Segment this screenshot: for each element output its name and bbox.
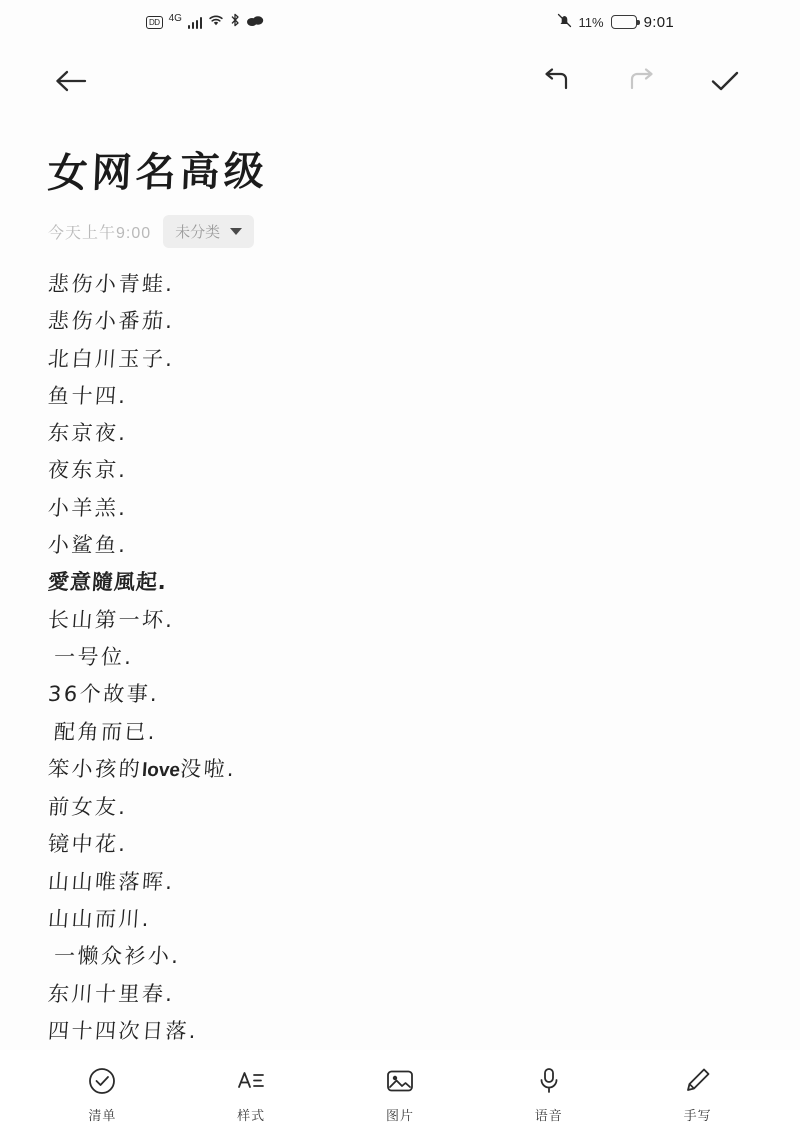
note-line[interactable]: 镜中花. bbox=[47, 832, 129, 857]
cloud-sync-icon bbox=[246, 14, 264, 31]
back-arrow-icon[interactable] bbox=[48, 58, 94, 104]
status-bar-left bbox=[146, 13, 264, 31]
bluetooth-icon bbox=[230, 13, 240, 31]
sim-badge-icon: DD bbox=[146, 16, 163, 29]
note-line[interactable]: 悲伤小番茄. bbox=[47, 309, 176, 334]
note-line[interactable]: 山山而川. bbox=[47, 907, 153, 932]
toolbar-actions bbox=[534, 58, 748, 104]
editor-toolbar bbox=[0, 44, 800, 118]
image-icon bbox=[385, 1066, 415, 1096]
note-line[interactable]: 悲伤小青蛙. bbox=[47, 272, 176, 296]
bottom-bar-item-image[interactable] bbox=[355, 1066, 445, 1124]
note-line[interactable]: 小鲨鱼. bbox=[47, 533, 129, 558]
bottom-bar-label: 样式 bbox=[237, 1109, 266, 1125]
bottom-bar-label: 手写 bbox=[683, 1109, 712, 1125]
clock-label: 9:01 bbox=[643, 13, 674, 31]
bottom-bar-label: 清单 bbox=[88, 1109, 117, 1125]
chevron-down-icon bbox=[230, 228, 242, 235]
note-line[interactable]: 鱼十四. bbox=[47, 383, 129, 408]
note-line[interactable]: 东川十里春. bbox=[47, 981, 176, 1006]
pen-icon bbox=[684, 1066, 712, 1096]
note-body[interactable] bbox=[0, 266, 800, 1050]
note-line[interactable]: 长山第一坏. bbox=[47, 607, 176, 632]
note-line[interactable]: 笨小孩的love没啦. bbox=[47, 756, 238, 781]
text-style-icon bbox=[236, 1066, 266, 1096]
note-line[interactable]: 北白川玉子. bbox=[47, 346, 176, 371]
note-line-latin: love bbox=[141, 759, 181, 781]
network-type-label: 4G bbox=[168, 12, 182, 24]
checklist-circle-icon bbox=[87, 1066, 117, 1096]
note-line[interactable]: 愛意隨風起. bbox=[47, 570, 168, 595]
bell-muted-icon bbox=[557, 13, 572, 32]
category-label: 未分类 bbox=[175, 224, 221, 241]
note-line[interactable]: 山山唯落晖. bbox=[47, 869, 176, 894]
battery-icon bbox=[611, 15, 637, 29]
check-icon[interactable] bbox=[702, 58, 748, 104]
note-meta-row bbox=[48, 215, 800, 248]
bottom-bar-item-text-style[interactable] bbox=[206, 1066, 296, 1124]
note-line[interactable]: 四十四次日落. bbox=[47, 1018, 200, 1043]
bottom-bar-label: 图片 bbox=[385, 1109, 414, 1125]
note-line[interactable]: 一号位. bbox=[53, 644, 135, 669]
signal-bars-icon bbox=[188, 16, 203, 29]
note-line[interactable]: 夜东京. bbox=[47, 458, 129, 483]
category-selector[interactable] bbox=[163, 215, 254, 248]
note-date-label: 今天上午9:00 bbox=[48, 225, 152, 242]
status-bar-right bbox=[557, 13, 674, 32]
note-line[interactable]: 36个故事. bbox=[47, 682, 161, 707]
microphone-icon bbox=[536, 1066, 562, 1096]
bottom-bar-item-microphone[interactable] bbox=[504, 1066, 594, 1124]
note-line[interactable]: 东京夜. bbox=[47, 421, 129, 446]
undo-icon[interactable] bbox=[534, 58, 580, 104]
bottom-bar-item-pen[interactable] bbox=[653, 1066, 743, 1124]
note-line[interactable]: 一懒众衫小. bbox=[53, 944, 182, 969]
wifi-icon bbox=[208, 14, 224, 31]
bottom-bar-item-checklist-circle[interactable] bbox=[57, 1066, 147, 1124]
note-title[interactable]: 女网名高级 bbox=[46, 148, 269, 197]
bottom-bar-label: 语音 bbox=[534, 1109, 563, 1125]
note-content[interactable] bbox=[0, 118, 800, 1050]
note-line[interactable]: 前女友. bbox=[47, 795, 129, 820]
note-line[interactable]: 小羊羔. bbox=[47, 495, 129, 520]
battery-percent-label: 11% bbox=[578, 14, 604, 30]
redo-icon[interactable] bbox=[618, 58, 664, 104]
note-line[interactable]: 配角而已. bbox=[53, 719, 159, 744]
status-bar bbox=[0, 0, 800, 44]
bottom-toolbar bbox=[0, 1050, 800, 1146]
